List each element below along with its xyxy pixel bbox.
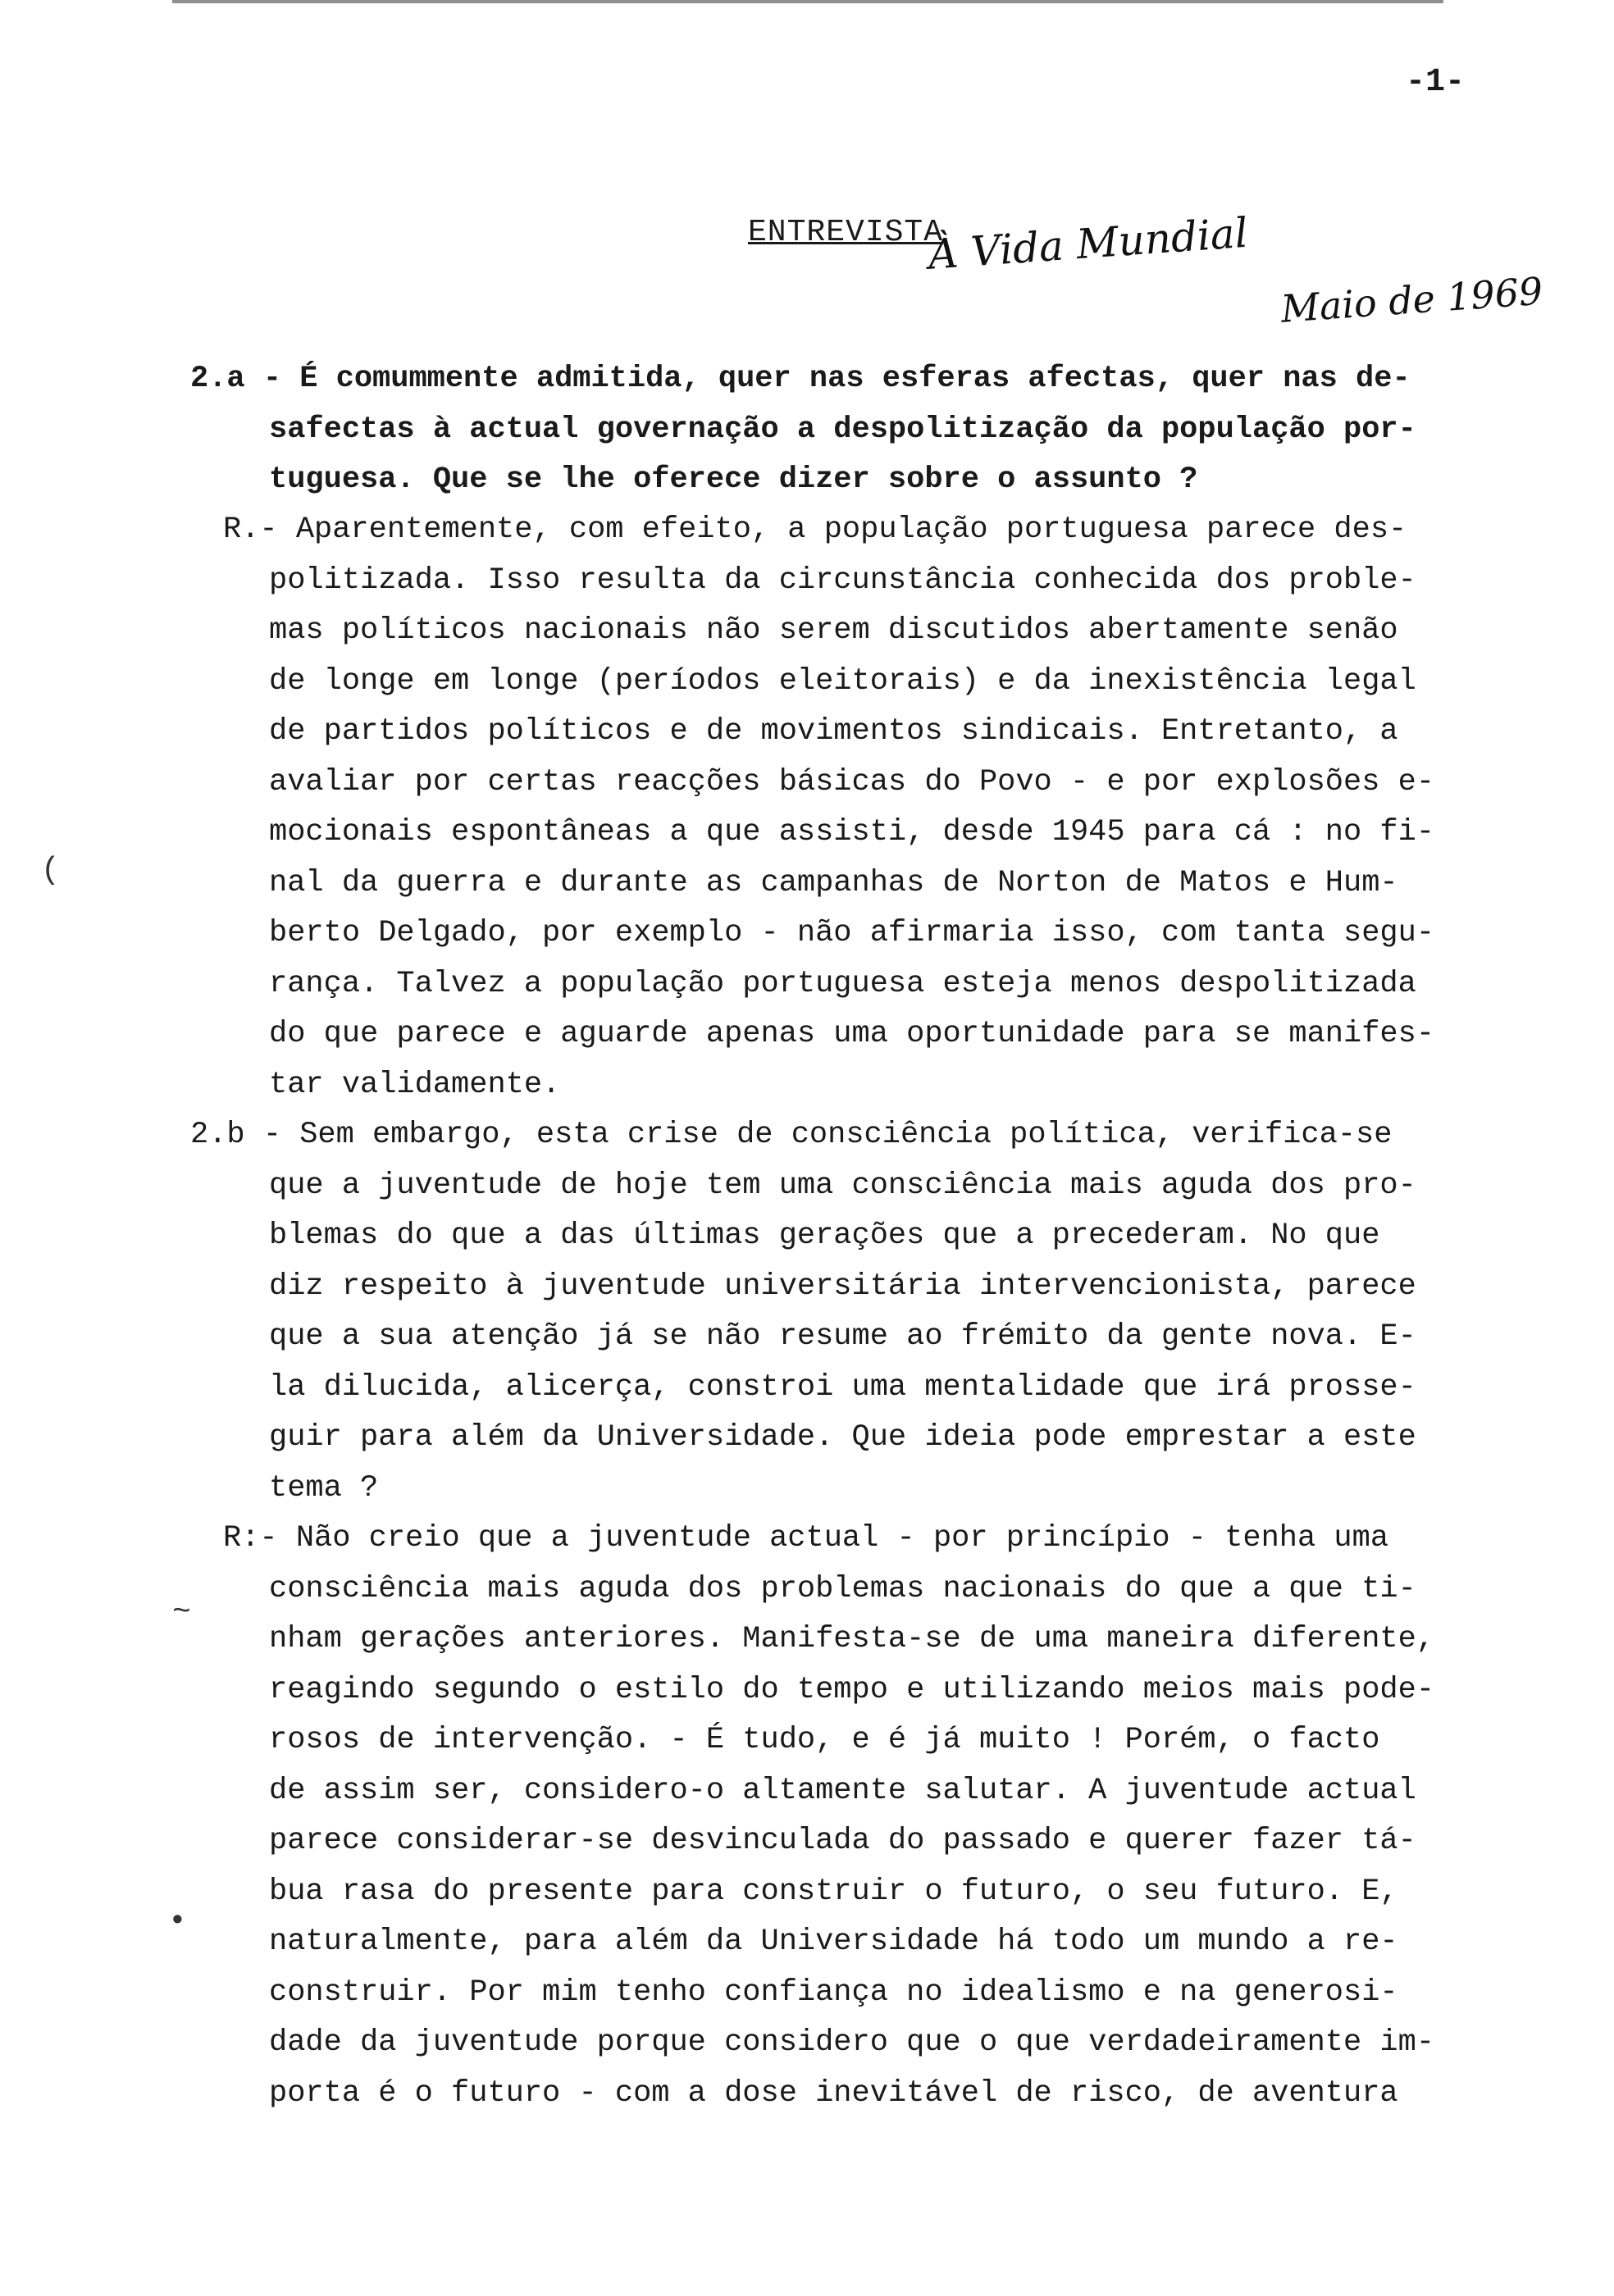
top-rule bbox=[172, 0, 1443, 3]
answer-line: do que parece e aguarde apenas uma oportunidade para se manifes- bbox=[269, 1017, 1435, 1051]
page-number: -1- bbox=[1405, 64, 1465, 101]
question-line: la dilucida, alicerça, constroi uma mentalidade que irá prosse- bbox=[269, 1369, 1416, 1405]
answer-line: construir. Por mim tenho confiança no idealismo e na generosi- bbox=[269, 1975, 1398, 2010]
answer-line: porta é o futuro - com a dose inevitável de risco, de aventura bbox=[269, 2075, 1398, 2111]
answer-line: R.- Aparentemente, com efeito, a população portuguesa parece des- bbox=[223, 512, 1407, 547]
margin-mark: ( bbox=[41, 853, 60, 888]
question-line: safectas à actual governação a despolitização da população por- bbox=[269, 412, 1416, 447]
answer-line: avaliar por certas reacções básicas do Povo - e por explosões e- bbox=[269, 764, 1435, 800]
answer-line: nal da guerra e durante as campanhas de Norton de Matos e Hum- bbox=[269, 865, 1398, 900]
answer-line: mas políticos nacionais não serem discutidos abertamente senão bbox=[269, 613, 1398, 648]
answer-line: reagindo segundo o estilo do tempo e utilizando meios mais pode- bbox=[269, 1672, 1435, 1707]
answer-line: politizada. Isso resulta da circunstância conhecida dos proble- bbox=[269, 563, 1416, 598]
question-line: 2.a - É comummente admitida, quer nas esferas afectas, quer nas de- bbox=[190, 362, 1411, 396]
answer-line: naturalmente, para além da Universidade há todo um mundo a re- bbox=[269, 1925, 1398, 1959]
answer-line: nham gerações anteriores. Manifesta-se de uma maneira diferente, bbox=[269, 1622, 1435, 1656]
answer-2b bbox=[223, 1514, 1434, 2119]
answer-line: R:- Não creio que a juventude actual - por princípio - tenha uma bbox=[223, 1521, 1389, 1556]
question-line: diz respeito à juventude universitária intervencionista, parece bbox=[269, 1269, 1416, 1304]
margin-mark: ~ bbox=[172, 1595, 191, 1630]
handwritten-date: Maio de 1969 bbox=[1279, 268, 1544, 331]
answer-line: de longe em longe (períodos eleitorais) e da inexistência legal bbox=[269, 663, 1416, 699]
answer-line: bua rasa do presente para construir o futuro, o seu futuro. E, bbox=[269, 1874, 1398, 1909]
answer-line: parece considerar-se desvinculada do passado e querer fazer tá- bbox=[269, 1824, 1416, 1858]
answer-line: dade da juventude porque considero que o que verdadeiramente im- bbox=[269, 2025, 1435, 2060]
question-line: blemas do que a das últimas gerações que a precederam. No que bbox=[269, 1219, 1380, 1253]
answer-line: mocionais espontâneas a que assisti, desde 1945 para cá : no fi- bbox=[269, 815, 1435, 850]
page-title: ENTREVISTA bbox=[748, 215, 944, 250]
question-2b bbox=[190, 1110, 1416, 1514]
answer-line: tar validamente. bbox=[269, 1067, 561, 1102]
answer-line: de partidos políticos e de movimentos sindicais. Entretanto, a bbox=[269, 714, 1398, 749]
margin-mark: • bbox=[168, 1904, 187, 1939]
question-2a bbox=[190, 354, 1416, 506]
answer-2a bbox=[223, 505, 1434, 1110]
handwritten-annotation: À Vida Mundial bbox=[927, 208, 1250, 279]
question-line: guir para além da Universidade. Que ideia pode emprestar a este bbox=[269, 1420, 1416, 1455]
answer-line: consciência mais aguda dos problemas nacionais do que a que ti- bbox=[269, 1571, 1416, 1606]
answer-line: rosos de intervenção. - É tudo, e é já muito ! Porém, o facto bbox=[269, 1723, 1380, 1757]
question-line: tuguesa. Que se lhe oferece dizer sobre o assunto ? bbox=[269, 462, 1198, 497]
question-line: que a sua atenção já se não resume ao frémito da gente nova. E- bbox=[269, 1319, 1416, 1354]
answer-line: de assim ser, considero-o altamente salutar. A juventude actual bbox=[269, 1773, 1416, 1808]
question-line: tema ? bbox=[269, 1470, 379, 1506]
answer-line: berto Delgado, por exemplo - não afirmaria isso, com tanta segu- bbox=[269, 916, 1435, 950]
question-line: que a juventude de hoje tem uma consciência mais aguda dos pro- bbox=[269, 1168, 1416, 1203]
answer-line: rança. Talvez a população portuguesa esteja menos despolitizada bbox=[269, 966, 1416, 1001]
question-line: 2.b - Sem embargo, esta crise de consciência política, verifica-se bbox=[190, 1118, 1393, 1152]
